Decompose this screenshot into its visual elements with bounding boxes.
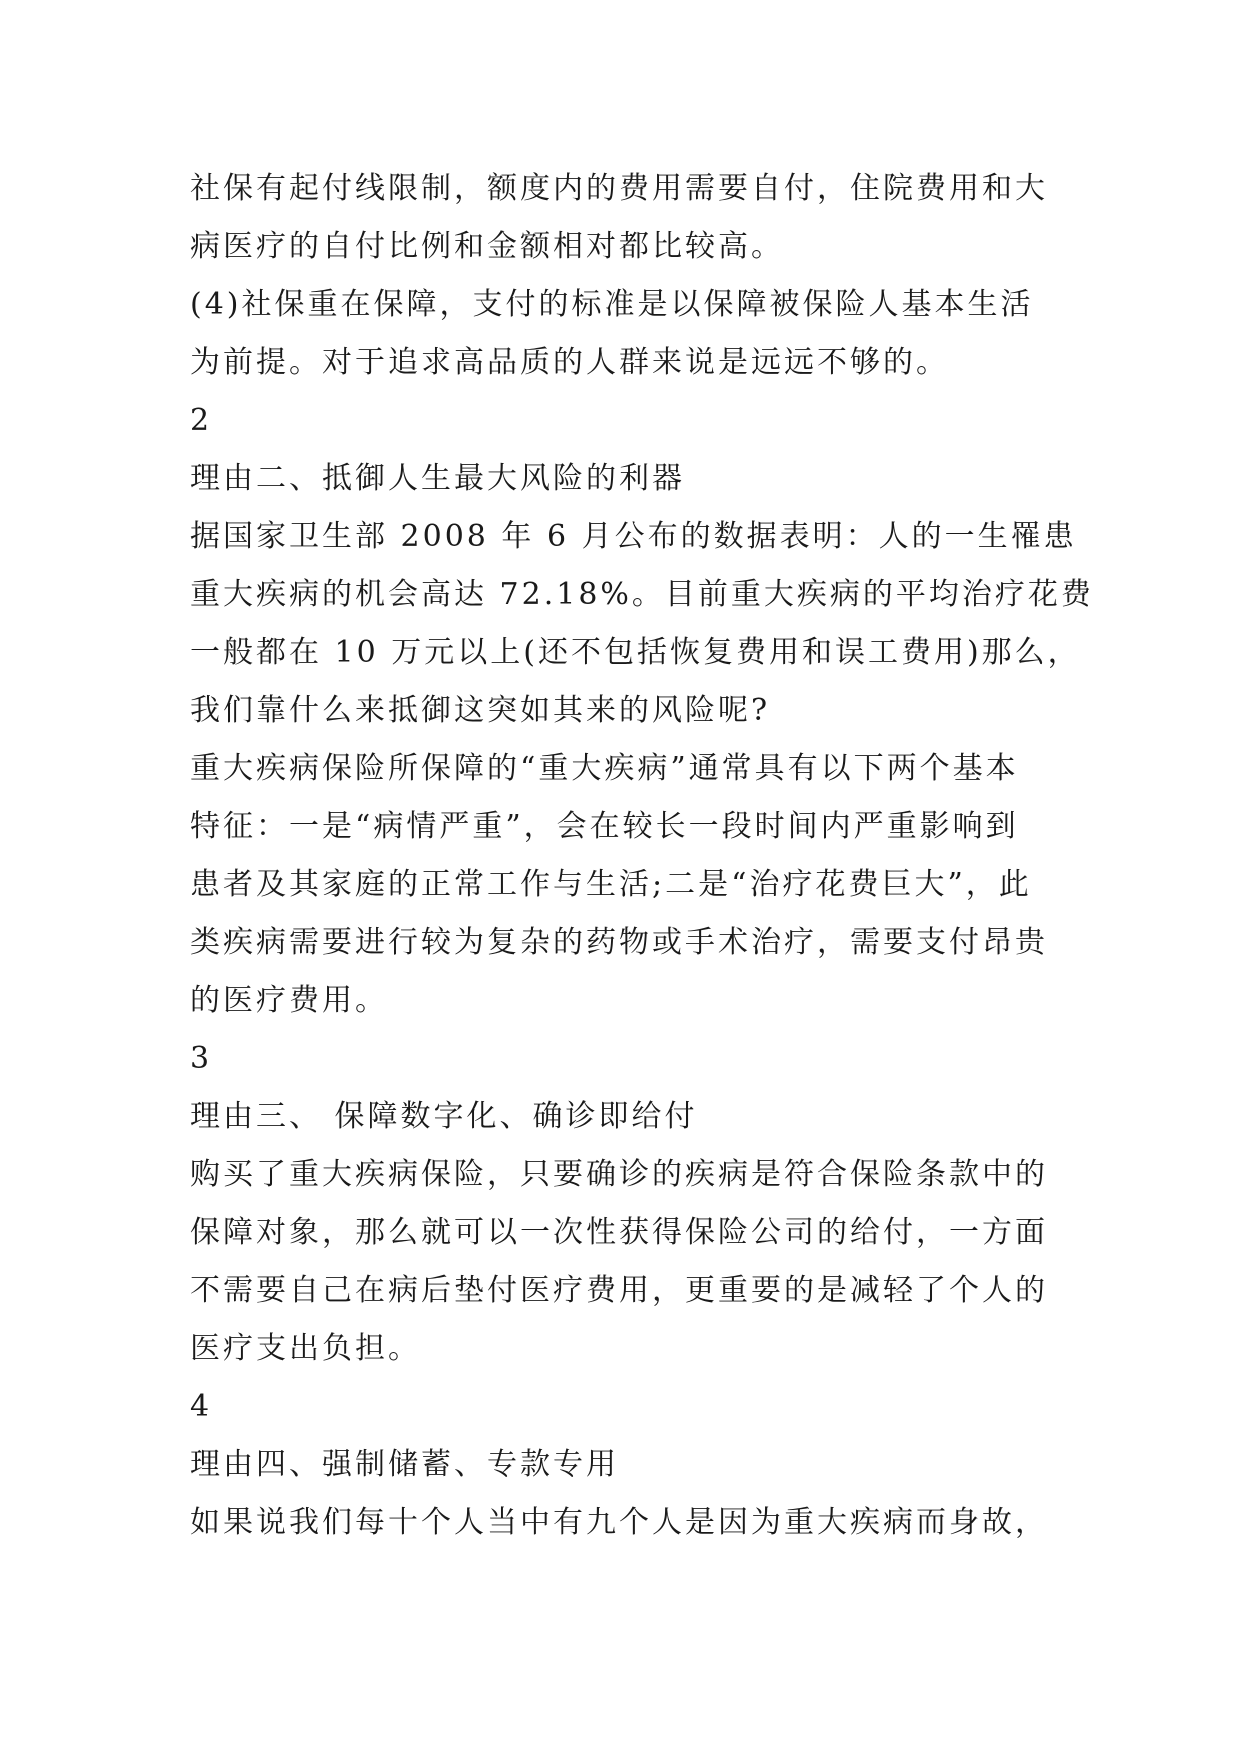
paragraph-line: 社保有起付线限制，额度内的费用需要自付，住院费用和大: [190, 171, 1048, 206]
paragraph-line: 病医疗的自付比例和金额相对都比较高。: [190, 229, 784, 264]
paragraph-line: 我们靠什么来抵御这突如其来的风险呢?: [190, 693, 771, 728]
paragraph-line: 如果说我们每十个人当中有九个人是因为重大疾病而身故，: [190, 1505, 1048, 1540]
paragraph-line: 保障对象，那么就可以一次性获得保险公司的给付，一方面: [190, 1215, 1048, 1250]
paragraph-line: 特征：一是“病情严重”，会在较长一段时间内严重影响到: [190, 809, 1019, 844]
document-body: [190, 160, 1094, 1552]
section-heading: 理由二、抵御人生最大风险的利器: [190, 461, 685, 496]
paragraph-line: 不需要自己在病后垫付医疗费用，更重要的是减轻了个人的: [190, 1273, 1048, 1308]
paragraph-line: 重大疾病的机会高达 72.18%。目前重大疾病的平均治疗花费: [190, 577, 1094, 612]
section-number: 4: [190, 1389, 213, 1424]
paragraph-line: (4)社保重在保障，支付的标准是以保障被保险人基本生活: [190, 287, 1034, 322]
section-heading: 理由四、强制储蓄、专款专用: [190, 1447, 619, 1482]
paragraph-line: 为前提。对于追求高品质的人群来说是远远不够的。: [190, 345, 949, 380]
section-number: 3: [190, 1041, 213, 1076]
paragraph-line: 重大疾病保险所保障的“重大疾病”通常具有以下两个基本: [190, 751, 1019, 786]
paragraph-line: 患者及其家庭的正常工作与生活;二是“治疗花费巨大”，此: [190, 867, 1032, 902]
section-number: 2: [190, 403, 213, 438]
section-heading: 理由三、 保障数字化、确诊即给付: [190, 1099, 698, 1134]
paragraph-line: 类疾病需要进行较为复杂的药物或手术治疗，需要支付昂贵: [190, 925, 1048, 960]
paragraph-line: 购买了重大疾病保险，只要确诊的疾病是符合保险条款中的: [190, 1157, 1048, 1192]
paragraph-line: 一般都在 10 万元以上(还不包括恢复费用和误工费用)那么，: [190, 635, 1081, 670]
paragraph-line: 据国家卫生部 2008 年 6 月公布的数据表明：人的一生罹患: [190, 519, 1077, 554]
paragraph-line: 的医疗费用。: [190, 983, 388, 1018]
paragraph-line: 医疗支出负担。: [190, 1331, 421, 1366]
